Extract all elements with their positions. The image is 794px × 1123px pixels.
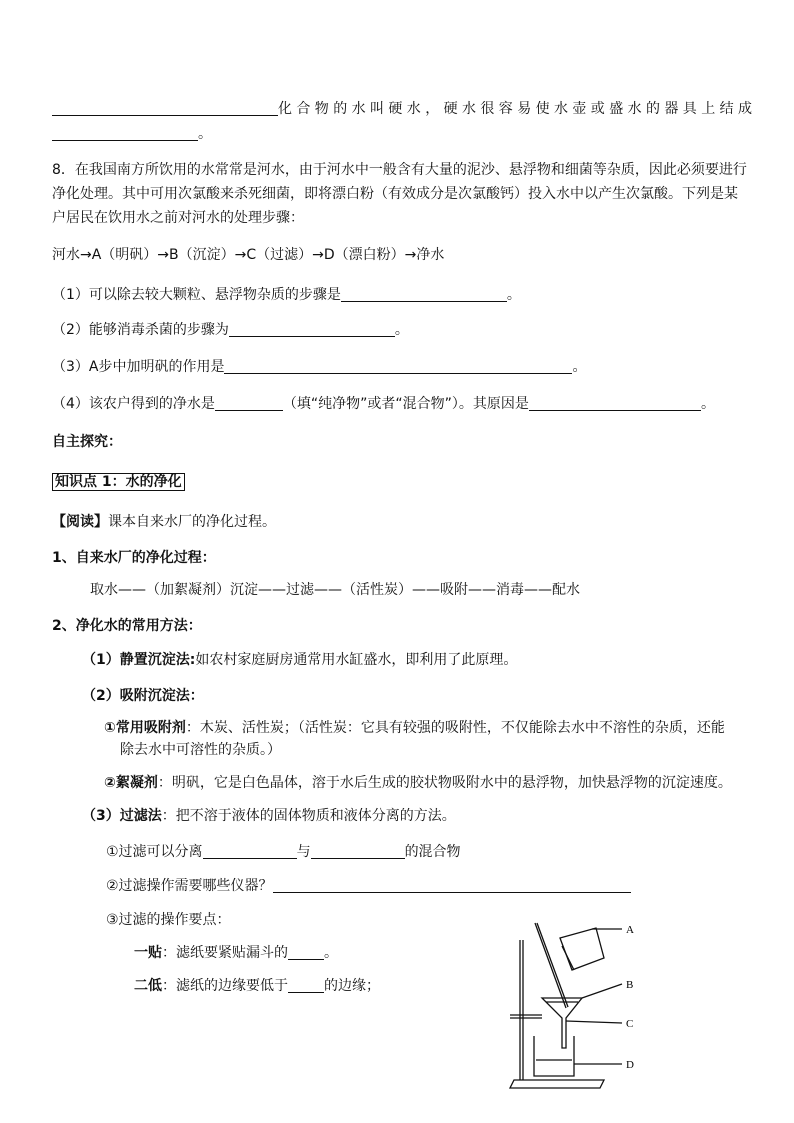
q8-text-line-1: 8．在我国南方所饮用的水常常是河水，由于河水中一般含有大量的泥沙、悬浮物和细菌等杂质，因此必须要进行 bbox=[52, 162, 747, 178]
knowledge-point-box: 知识点 1：水的净化 bbox=[52, 472, 185, 492]
method-1: （1）静置沉淀法:如农村家庭厨房通常用水缸盛水，即利用了此原理。 bbox=[82, 652, 518, 668]
answer-blank[interactable] bbox=[52, 125, 198, 141]
q8-text-line-2: 净化处理。其中可用次氯酸来杀死细菌，即将漂白粉（有效成分是次氯酸钙）投入水中以产生次氯酸。下列是某 bbox=[52, 186, 738, 202]
pouring-beaker bbox=[560, 928, 604, 970]
flocculant-line: ②絮凝剂：明矾，它是白色晶体，溶于水后生成的胶状物吸附水中的悬浮物，加快悬浮物的沉淀速度。 bbox=[104, 775, 732, 791]
funnel bbox=[542, 998, 582, 1048]
intro-line-1: 化合物的水叫硬水，硬水很容易使水壶或盛水的器具上结成 bbox=[52, 99, 756, 119]
q8-text-line-3: 户居民在饮用水之前对河水的处理步骤： bbox=[52, 210, 304, 226]
answer-blank[interactable] bbox=[273, 877, 631, 893]
q8-subquestion-3: （3）A步中加明矾的作用是 。 bbox=[52, 359, 587, 375]
q8-subquestion-2: （2）能够消毒杀菌的步骤为 。 bbox=[52, 322, 409, 338]
q8-subquestion-4: （4）该农户得到的净水是 （填“纯净物”或者“混合物”）。其原因是 。 bbox=[52, 396, 715, 412]
filter-tip-1: 一贴：滤纸要紧贴漏斗的 。 bbox=[134, 945, 338, 961]
answer-blank[interactable] bbox=[529, 395, 701, 411]
stand-base bbox=[510, 1080, 604, 1088]
filter-question-1: ①过滤可以分离 与 的混合物 bbox=[106, 844, 461, 860]
q8-subquestion-1: （1）可以除去较大颗粒、悬浮物杂质的步骤是 。 bbox=[52, 287, 521, 303]
method-2: （2）吸附沉淀法： bbox=[82, 688, 204, 704]
point-1-title: 1、自来水厂的净化过程： bbox=[52, 550, 216, 566]
q8-process-flow: 河水→A（明矾）→B（沉淀）→C（过滤）→D（漂白粉）→净水 bbox=[52, 247, 445, 263]
answer-blank[interactable] bbox=[229, 321, 395, 337]
adsorbent-line-1: ①常用吸附剂：木炭、活性炭；（活性炭：它具有较强的吸附性，不仅能除去水中不溶性的杂质，还能 bbox=[104, 720, 725, 736]
figure-label-b: B bbox=[626, 979, 634, 991]
answer-blank[interactable] bbox=[341, 286, 507, 302]
section-heading: 自主探究： bbox=[52, 434, 122, 450]
leader-line-c bbox=[566, 1021, 622, 1023]
glass-rod-edge bbox=[537, 923, 568, 1007]
method-3: （3）过滤法：把不溶于液体的固体物质和液体分离的方法。 bbox=[82, 808, 456, 824]
glass-rod bbox=[535, 923, 566, 1008]
adsorbent-line-2: 除去水中可溶性的杂质。） bbox=[120, 742, 281, 758]
answer-blank[interactable] bbox=[215, 395, 283, 411]
answer-blank[interactable] bbox=[311, 843, 405, 859]
filter-tip-2: 二低：滤纸的边缘要低于 的边缘； bbox=[134, 978, 380, 994]
answer-blank[interactable] bbox=[224, 358, 572, 374]
point-2-title: 2、净化水的常用方法： bbox=[52, 618, 202, 634]
pouring-beaker-liquid bbox=[562, 946, 574, 970]
plant-process-flow: 取水——（加絮凝剂）沉淀——过滤——（活性炭）——吸附——消毒——配水 bbox=[90, 582, 580, 598]
answer-blank[interactable] bbox=[203, 843, 297, 859]
filtration-apparatus-figure bbox=[500, 918, 650, 1098]
filter-question-2: ②过滤操作需要哪些仪器？ bbox=[106, 876, 631, 896]
answer-blank[interactable] bbox=[288, 944, 324, 960]
intro-line-2: 。 bbox=[52, 124, 212, 144]
reading-prompt: 【阅读】课本自来水厂的净化过程。 bbox=[52, 514, 276, 530]
filter-question-3: ③过滤的操作要点： bbox=[106, 912, 231, 928]
answer-blank[interactable] bbox=[288, 977, 324, 993]
figure-label-a: A bbox=[626, 924, 634, 936]
figure-label-c: C bbox=[626, 1018, 634, 1030]
answer-blank[interactable] bbox=[52, 100, 278, 116]
receiving-beaker bbox=[534, 1036, 574, 1076]
figure-label-d: D bbox=[626, 1059, 634, 1071]
leader-line-b bbox=[582, 984, 622, 998]
